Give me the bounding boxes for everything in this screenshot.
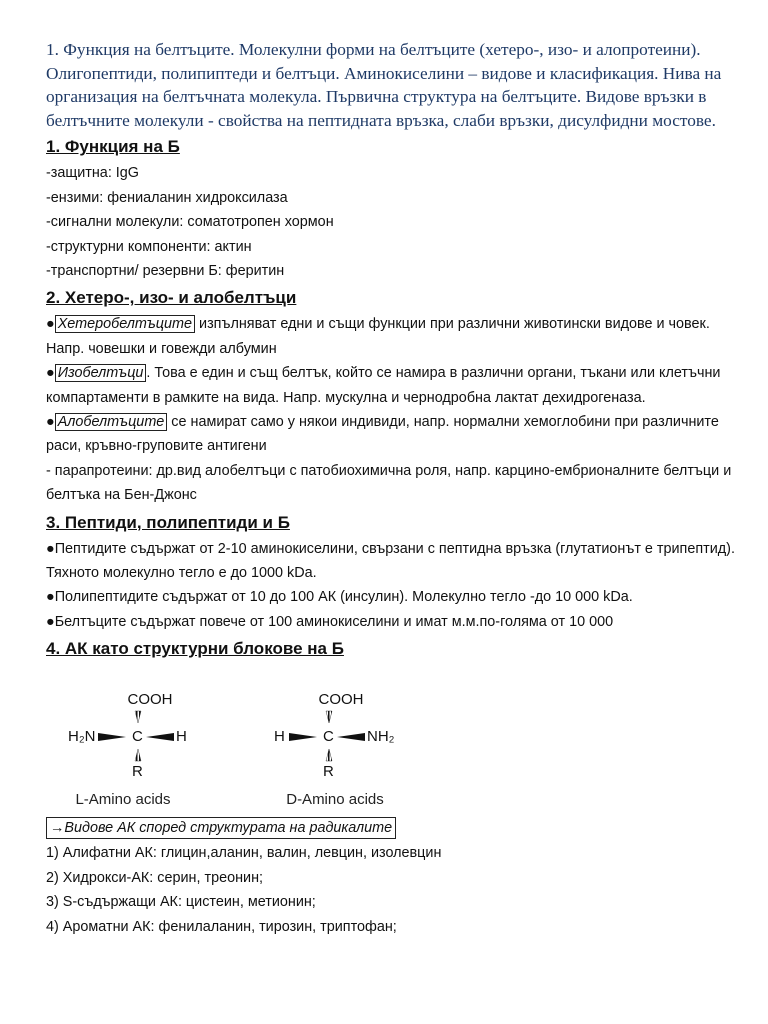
section-heading-4: 4. АК като структурни блокове на Б — [46, 639, 344, 659]
section-amino-acids — [46, 637, 736, 939]
d-r-label: R — [323, 763, 334, 781]
list-item: -структурни компоненти: актин — [46, 238, 252, 255]
list-item: 3) S-съдържащи АК: цистеин, метионин; — [46, 894, 316, 911]
document-title: 1. Функция на белтъците. Молекулни форми на белтъците (хетеро-, изо- и алопротеини). Олигопептиди, полипиптеди и белтъци. Аминокиселини – видове и класификация. Нива на организация на белтъчната молекула. Първична структура на белтъците. Видове връзки в белтъчните молекули - свойства на пептидната връзка, слаби връзки, дисулфидни мостове. — [46, 40, 722, 130]
l-c-label: C — [132, 728, 143, 746]
paragraph-alloproteins — [46, 410, 736, 459]
d-amino-acid-structure — [274, 691, 395, 808]
paragraph-paraproteins: - парапротеини: др.вид алобелтъци с патобиохимична роля, напр. карцино-ембрионалните белтъци и белтъка на Бен-Джонс — [46, 462, 732, 504]
l-wedge-down — [135, 749, 141, 761]
document-page — [46, 38, 736, 939]
d-cooh-label: COOH — [318, 691, 364, 709]
d-h-label: H — [274, 728, 285, 746]
d-caption: D-Amino acids — [286, 791, 384, 809]
l-wedge-left — [98, 733, 126, 741]
d-wedge-left — [289, 733, 317, 741]
l-wedge-right — [146, 733, 174, 741]
d-wedge-down — [326, 749, 332, 761]
list-item: -защитна: IgG — [46, 165, 140, 182]
boxed-term: Изобелтъци — [55, 364, 147, 382]
l-h-label: H — [176, 728, 187, 746]
boxed-term: Алобелтъците — [55, 413, 168, 431]
paragraph-heteroproteins — [46, 312, 736, 361]
section-heading-3: 3. Пептиди, полипептиди и Б — [46, 512, 290, 532]
l-r-label: R — [132, 763, 143, 781]
paragraph-text: се намират само у някои индивиди, напр. нормални хемоглобини при различните раси, кръвно-груповите антигени — [46, 414, 719, 455]
section-heading-2: 2. Хетеро-, изо- и алобелтъци — [46, 288, 297, 308]
l-h2n-label: H₂N — [68, 728, 96, 746]
list-item: -ензими: фениаланин хидроксилаза — [46, 189, 288, 206]
section-functions — [46, 135, 736, 283]
d-wedge-right — [337, 733, 365, 741]
paragraph-text: изпълняват едни и същи функции при различни животински видове и човек. Напр. човешки и говежди албумин — [46, 316, 710, 357]
bullet: ● — [46, 316, 55, 333]
paragraph-proteins: ●Белтъците съдържат повече от 100 аминокиселини и имат м.м.по-голяма от 10 000 — [46, 613, 614, 630]
d-wedge-up — [326, 711, 332, 723]
d-nh2-label: NH₂ — [367, 728, 395, 746]
l-amino-acid-structure — [68, 691, 187, 808]
list-item: 4) Ароматни АК: фенилаланин, тирозин, триптофан; — [46, 918, 397, 935]
boxed-term: Хетеробелтъците — [55, 315, 195, 333]
paragraph-text: . Това е един и същ белтък, който се намира в различни органи, тъкани или клетъчни компартаменти в рамките на вида. Напр. мускулна и чернодробна лактат дехидрогеназа. — [46, 365, 721, 406]
d-c-label: C — [323, 728, 334, 746]
paragraph-isoproteins — [46, 361, 736, 410]
section-peptides — [46, 511, 736, 635]
l-cooh-label: COOH — [127, 691, 173, 709]
paragraph-peptides: ●Пептидите съдържат от 2-10 аминокиселини, свързани с пептидна връзка (глутатионът е трипептид). Тяхното молекулно тегло е до 1000 kDa. — [46, 540, 735, 582]
bullet: ● — [46, 414, 55, 431]
l-wedge-up — [135, 711, 141, 723]
list-item: 2) Хидрокси-АК: серин, треонин; — [46, 869, 264, 886]
amino-acid-diagram — [46, 663, 466, 813]
bullet: ● — [46, 365, 55, 382]
l-caption: L-Amino acids — [75, 791, 171, 809]
section-protein-forms — [46, 286, 736, 507]
list-item: 1) Алифатни АК: глицин,аланин, валин, левцин, изолевцин — [46, 845, 442, 862]
paragraph-polypeptides: ●Полипептидите съдържат от 10 до 100 АК (инсулин). Молекулно тегло -до 10 000 kDa. — [46, 589, 633, 606]
radical-types-heading: →Видове АК според структурата на радикалите — [46, 817, 396, 839]
list-item: -транспортни/ резервни Б: феритин — [46, 263, 285, 279]
section-heading-1: 1. Функция на Б — [46, 137, 180, 157]
amino-acid-figure — [46, 663, 736, 813]
list-item: -сигнални молекули: соматотропен хормон — [46, 214, 334, 231]
